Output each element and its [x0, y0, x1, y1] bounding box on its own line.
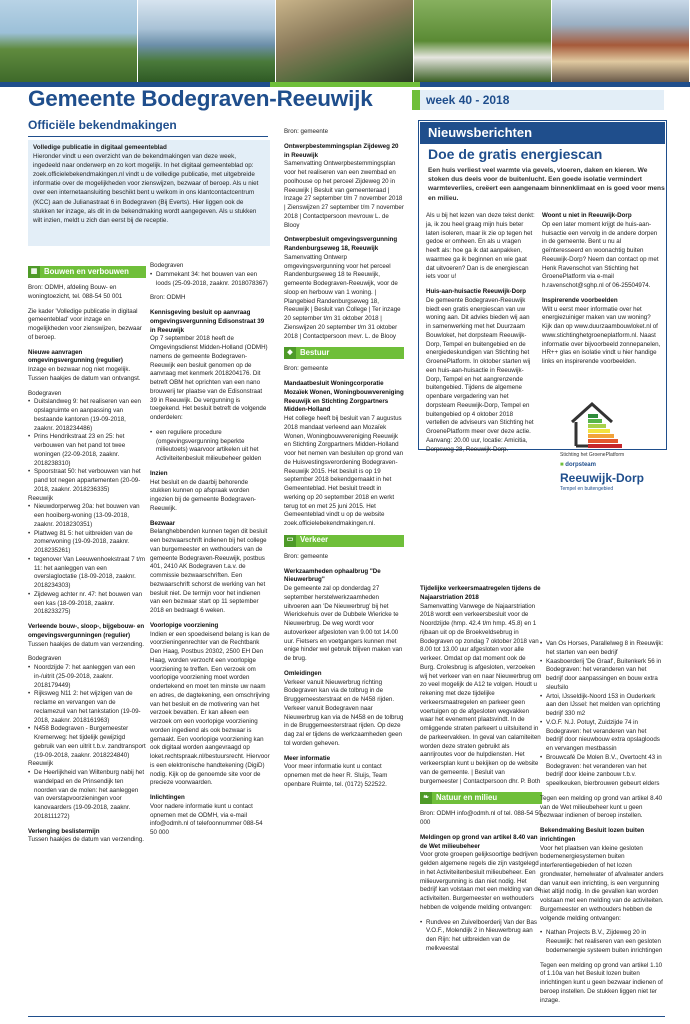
col2-h4: Voorlopige voorziening — [150, 621, 219, 629]
col2-place: Bodegraven — [150, 262, 184, 269]
news-col-b-h2: Inspirerende voorbeelden — [542, 296, 618, 304]
col1-h2: Verleende bouw-, sloop-, bijgebouw- en omgevingsvergunningen (regulier) — [28, 623, 145, 639]
col1-place1: Bodegraven — [28, 389, 62, 397]
col3-p6: Voor meer informatie kunt u contact opnemen met de heer R. Sluijs, Team openbare Ruimte, tel. (0172) 522522. — [284, 763, 388, 788]
logo-reeuwijk-text: Reeuwijk-Dorp — [560, 471, 645, 485]
col2-p3: Belanghebbenden kunnen tegen dit besluit een bezwaarschrift indienen bij het college van burgemeester en wethouders van de gemeente Bodegraven-Reeuwijk, postbus 401, 2410 AK Bodegraven t.a.v. de commissie bezwaarschriften. Een bezwaarschrift schorst de werking van het besluit niet. De termijn voor het indienen van een bezwaar start op 11 september 2018 en bedraagt 6 weken. — [150, 528, 268, 614]
list-item: • Artoi, IJsseldijk-Noord 153 in Ouderkerk aan den IJssel: het melden van oprichting bedrijf 330 m2 — [540, 693, 665, 719]
logo-dorpsteam-text — [560, 462, 660, 468]
section-bestuur-label: Bestuur — [300, 347, 330, 357]
col2-p2: Het besluit en de daarbij behorende stukken kunnen op afspraak worden ingezien bij de gemeente Bodegraven-Reeuwijk. — [150, 478, 256, 512]
news-col-a-p1: Als u bij het lezen van deze tekst denkt: ja, ik zou heel graag mijn huis beter laten isoleren, maar ik zie op tegen het gedoe er omheen. En als u vragen heeft als: hoe ga ik dat aanpakken, waarmee ga ik beginnen en wie gaat dat uitvoeren? Dan is de energiescan iets voor u! — [426, 212, 535, 281]
list-item: • Plattweg 81 5: het uitbreiden van de zomerwoning (19-09-2018, zaaknr. 2018235261) — [28, 530, 146, 556]
col3-h5: Omleidingen — [284, 669, 322, 677]
col3-h4: Werkzaamheden ophaalbrug "De Nieuwerbrug" — [284, 567, 381, 584]
groeneplatform-logo — [560, 400, 660, 510]
section-bouwen — [28, 266, 146, 278]
intro-box — [28, 140, 270, 246]
news-headline: Doe de gratis energiescan — [428, 146, 603, 162]
col7-h1: Bekendmaking Besluit lozen buiten inrichtingen — [540, 827, 645, 843]
intro-heading: Volledige publicatie in digitaal gemeenteblad — [33, 144, 167, 151]
col7-list1 — [540, 640, 665, 789]
col2-p1: Op 7 september 2018 heeft de Omgevingsdienst Midden-Holland (ODMH) namens de gemeente Bodegraven-Reeuwijk een besluit genomen op de aanvraag met kenmerk 2018204176. Dit betreft OBM het oprichten van een nano brouwerij ter plaatse van de Edisonstraat 39 in Reeuwijk. De vergunning is toegekend. Het besluit betreft de volgende onderdelen: — [150, 335, 268, 421]
list-item: • Spoorstraat 50: het verbouwen van het pand tot negen appartementen (20-09-2018, zaaknr. 2018236335) — [28, 468, 146, 494]
energy-label-bars — [588, 414, 620, 449]
list-item: • een reguliere procedure (omgevingsvergunning beperkte milieutoets) waarvoor artikelen uit het Activiteitenbesluit milieubeheer gelden — [150, 429, 270, 464]
column-2 — [150, 262, 270, 1012]
week-badge: week 40 - 2018 — [412, 90, 664, 110]
photo-blossom-cows — [414, 0, 552, 82]
col2-h5: Inlichtingen — [150, 794, 185, 801]
logo-tempel-text: Tempel en buitengebied — [560, 486, 614, 492]
leaf-icon: ❧ — [420, 792, 432, 804]
header-bar-blue-right — [420, 82, 690, 87]
list-item: • Rundvee en Zuivelboerderij Van der Bas V.O.F., Molendijk 2 in Nieuwerbrug aan den Rijn: het uitbreiden van de melkveestal — [420, 919, 542, 954]
list-item: • Rijksweg N11 2: het wijzigen van de reclame en vervangen van de reclamezuil van het tankstation (19-09-2018, zaaknr. 2018161963) — [28, 690, 146, 725]
section-natuur-label: Natuur en milieu — [436, 792, 498, 802]
list-item: • Duitslandweg 9: het realiseren van een opslagruimte en aanpassing van bestaande kantoren (19-09-2018, zaaknr. 2018234486) — [28, 398, 146, 433]
col1-bron: Bron: ODMH, afdeling Bouw- en woningtoezicht, tel. 088-54 50 001 — [28, 284, 123, 300]
col1-place2: Reeuwijk — [28, 494, 54, 502]
news-col-a-p2: De gemeente Bodegraven-Reeuwijk biedt een gratis energiescan van uw woning aan. Dit advies bieden wij aan in samenwerking met het Duurzaam Bouwloket, het dorpsteam Reeuwijk-Dorp, Tempel en buitengebied en de energiedeskundigen van Stichting het GroenePlatform. In oktober starten wij een huis-aan-huisactie in Reeuwijk-Dorp, Tempel en het aangrenzende buitengebied. Tijdens de algemene openbare vergadering van het dorpsteam Reeuwijk-Dorp, Tempel en buitengebied op 4 oktober 2018 vertellen de adviseurs van Stichting het GroenePlatform meer over deze actie. Aanvang: 20.00 uur, locatie: Amicitia, Dorpsweg 28, Reeuwijk-Dorp. — [426, 296, 534, 453]
news-lead: Een huis verliest veel warmte via gevels, vloeren, daken en kieren. We stoken dus deels voor de buitenlucht. Een goede isolatie vermindert warmteverlies, creëert een aangenaam binnenklimaat en is goed voor mens en milieu. — [428, 167, 665, 202]
column-7 — [540, 640, 665, 1012]
page-subtitle: Officiële bekendmakingen — [28, 118, 177, 132]
section-verkeer — [284, 535, 404, 547]
list-item: • Kaasboerderij 'De Graaf', Buitenkerk 56 in Bodegraven: het veranderen van het bedrijf door aanpassingen en bouw extra sleufsilo — [540, 658, 665, 693]
list-item: • Van Os Horses, Parallelweg 8 in Reeuwijk: het starten van een bedrijf — [540, 640, 665, 658]
subtitle-rule — [28, 136, 268, 137]
col6-p1: Samenvatting Vanwege de Najaarstriation 2018 wordt een verkeersbesluit voor de Noordzijde (hmp. 42.4 t/m hmp. 45.8) en 1 rijbaan uit op de Broekveldsebrug in Bodegraven op zondag 7 oktober 2018 van 8.00 tot 13.00 uur afgesloten voor alle verkeer. Omdat op dat moment ook de Burg. Crolesbrug is afgesloten, verzoeken wij het verkeer van en naar Nieuwerbrug om zo veel mogelijk de A12 te volgen. Houdt u rekening met deze tijdelijke verkeersmaatregelen en parkeer geen voertuigen op de afgesloten wegvakken waar het evenement plaatsvindt. In de omliggende straten parkeert u uitsluitend in de parkeervakken. In geval van calamiteiten worden deze straten gebruikt als aanrijroutes voor de hulpdiensten. Het verkeersplan kunt u bekijken op de website van de gemeente. | Besluit van burgemeester | Contactpersoon dhr. P. Both — [420, 602, 542, 785]
list-item: • tegenover Van Leeuwenhoekstraat 7 t/m 11: het aanleggen van een overslagloctatie (18-09-2018, zaaknr. 2018234303) — [28, 556, 146, 591]
list-item: • Dammekant 34: het bouwen van een loods (25-09-2018, zaaknr. 2018078367) — [150, 271, 270, 289]
list-item: • Brouwcafé De Molen B.V., Overtocht 43 in Bodegraven: het veranderen van het bedrijf door kleine zanbouw t.b.v. speelkeuken, bierbrouwen gebeurt elders — [540, 754, 665, 789]
footer-rule — [28, 1016, 665, 1017]
col1-p2: Inzage en bezwaar nog niet mogelijk. Tussen haakjes de datum van ontvangst. — [28, 366, 141, 382]
col6-bron: Bron: ODMH info@odmh.nl of tel. 088-54 50 000 — [420, 810, 542, 826]
col1-list2 — [28, 503, 146, 617]
col7-p2: Voor het plaatsen van kleine gesloten bodemenergiesystemen buiten interferentiegebieden of het lozen grondwater, hemelwater of afvalwater anders dan vanuit een inrichting, is een vergunning niet altijd nodig. In die gevallen kan worden volstaan met een melding van de activiteiten. Burgemeester en wethouders hebben de volgende melding ontvangen: — [540, 844, 664, 922]
col2-p4: Indien er een spoedeisend belang is kan de voorzieningenrechter van de Rechtbank Den Haag, Postbus 20302, 2500 EH Den Haag, worden verzocht een voorlopige voorziening te treffen. Een verzoek om voorlopige voorziening moet worden ondertekend en moet ten minste uw naam en adres, de dagtekening, een omschrijving van het besluit en de motivering van het verzoek bevatten. Er kan alleen een verzoek om een voorlopige voorziening worden ingediend als ook bezwaar is gemaakt. Een voorlopige voorziening kan ook digitaal worden aangevraagd op loket.rechtspraak.nl/bestuursrecht. Hiervoor is een elektronische handtekening (DigiD) nodig. Kijk op de genoemde site voor de precieze voorwaarden. — [150, 630, 270, 787]
photo-landscape-canal — [0, 0, 138, 82]
col3-bron2: Bron: gemeente — [284, 365, 329, 373]
col7-list2 — [540, 929, 665, 955]
list-item: • Nathan Projects B.V., Zijdeweg 20 in Reeuwijk: het realiseren van een gesloten bodemenergie systeem buiten inrichtingen — [540, 929, 665, 955]
col1-place3: Bodegraven — [28, 655, 62, 663]
col2-bron: Bron: ODMH — [150, 294, 186, 302]
col1-h1: Nieuwe aanvragen omgevingsvergunning (regulier) — [28, 348, 123, 365]
col3-h6: Meer informatie — [284, 754, 331, 762]
photo-people-group — [276, 0, 414, 82]
col2-h1: Kennisgeving besluit op aanvraag omgevingsvergunning Edisonstraat 39 in Reeuwijk — [150, 309, 265, 334]
col3-p5: Verkeer vanuit Nieuwerbrug richting Bodegraven kan via de tolbrug in de Bruggemeesterstraat en de N458 rijden. Verkeer vanuit Bodegraven naar Nieuwerbrug kan via de N458 en de tolbrug in de Bruggemeesterstraat rijden. Op deze dag zal er tijdens de werkzaamheden geen tol worden geheven. — [284, 678, 404, 747]
col3-bron3: Bron: gemeente — [284, 552, 329, 560]
col3-h2: Ontwerpbesluit omgevingsvergunning Randenburgseweg 18, Reeuwijk — [284, 236, 398, 252]
column-1 — [28, 262, 146, 1012]
photo-lake-trees — [138, 0, 276, 82]
column-3 — [284, 128, 404, 1012]
col2-h2: Inzien — [150, 469, 168, 477]
col3-h3: Mandaatbesluit Woningcorporatie Mozaïek Wonen, Woningbouwvereniging Reeuwijk en Stichting Zorgpartners Midden-Holland — [284, 380, 404, 414]
list-item: • Noordzijde 7: het aanleggen van een in-/uitrit (25-09-2018, zaaknr. 2018179449) — [28, 664, 146, 690]
news-col-b-h: Woont u niet in Reeuwijk-Dorp — [542, 212, 632, 219]
news-col-a-h: Huis-aan-huisactie Reeuwijk-Dorp — [426, 288, 527, 295]
news-column-a — [426, 212, 536, 453]
col7-p3: Tegen een melding op grond van artikel 1.10 of 1.10a van het Besluit lozen buiten inrichtingen kunt u geen bezwaar indienen of beroep instellen. De stukken liggen niet ter inzage. — [540, 961, 663, 1004]
list-item: • N458 Bodegraven - Burgemeester Kremerweg: het tijdelijk gewijzigd gebruik van een uitrit t.b.v. zandtransport (19-09-2018, zaaknr. 2018224840) — [28, 725, 146, 760]
col3-p1: Samenvatting Ontwerpbestemmingsplan voor het realiseren van een zwembad en poolhouse op het perceel Zijdeweg 20 in Reeuwijk | Besluit van gemeenteraad | Inzage 27 september t/m 7 november 2018 | Zienswijzen 27 september t/m 7 november 2018 | Contactpersoon mevrouw L. de Blooy — [284, 160, 404, 229]
col6-list — [420, 919, 542, 954]
col1-place4: Reeuwijk — [28, 760, 54, 768]
col3-bron: Bron: gemeente — [284, 128, 329, 135]
col3-p4: De gemeente zal op donderdag 27 september herstelwerkzaamheden uitvoeren aan 'De Nieuwerbrug' bij het Wierickehuis over de Dubbele Wiericke te Nieuwerbrug. De weg wordt voor autoverkeer afgesloten van 9.00 tot 14.00 uur. Fietsers en voetgangers kunnen met enige hinder wel gebruik blijven maken van de brug. — [284, 585, 403, 662]
column-6 — [420, 585, 542, 1012]
list-item: • Nieuwdorperweg 20a: het bouwen van een hooiberg-woning (13-09-2018, zaaknr. 2018230351) — [28, 503, 146, 529]
header-photo-strip — [0, 0, 690, 82]
col2-list1 — [150, 271, 270, 289]
bestuur-icon: ◆ — [284, 347, 296, 359]
section-bouwen-label: Bouwen en verbouwen — [44, 266, 129, 276]
col1-p4: Tussen haakjes de datum van verzending. — [28, 836, 145, 844]
bullet-icon: ■ — [560, 462, 566, 468]
col6-p2: Voor grote groepen gelijksoortige bedrijven gelden algemene regels die zijn vastgelegd in het Activiteitenbesluit milieubeheer. Een milieuvergunning is dan niet nodig. Het bedrijf kan volstaan met een melding van de activiteiten. Burgemeester en wethouders hebben de volgende melding ontvangen: — [420, 851, 542, 911]
building-icon: ▦ — [28, 266, 40, 278]
list-item: • Zijdeweg achter nr. 47: het bouwen van een kas (18-09-2018, zaaknr. 2018233275) — [28, 591, 146, 617]
news-label: Nieuwsberichten — [420, 122, 665, 144]
logo-dorpsteam-label: dorpsteam — [565, 462, 596, 468]
col2-h3: Bezwaar — [150, 519, 176, 527]
logo-groeneplatform-text: Stichting het GroenePlatform — [560, 452, 625, 458]
col6-h1: Tijdelijke verkeersmaatregelen tijdens de Najaarstriation 2018 — [420, 585, 541, 601]
col3-p2: Samenvatting Ontwerp omgevingsvergunning voor het perceel Randenburgseweg 18 te Reeuwijk, gemeente Bodegraven-Reeuwijk, voor de sloop en herbouw van 1 woning. | Plangebied Randenburgseweg 18, Reeuwijk | Besluit van College | Ter inzage 20 september t/m 31 oktober 2018 | Zienswijzen 20 september t/m 31 oktober 2018 | Contactpersoon mevr. L. de Blooy — [284, 253, 401, 340]
col1-list1 — [28, 398, 146, 494]
news-column-b — [542, 212, 662, 398]
col1-p3: Tussen haakjes de datum van verzending. — [28, 640, 145, 648]
page-title: Gemeente Bodegraven-Reeuwijk — [28, 86, 373, 111]
list-item: • Prins Hendrikstraat 23 en 25: het verbouwen van het pand tot twee woningen (22-09-2018, zaaknr. 2018238310) — [28, 433, 146, 468]
col7-p1: Tegen een melding op grond van artikel 8.40 van de Wet milieubeheer kunt u geen bezwaar indienen of beroep instellen. — [540, 794, 663, 820]
intro-text: Hieronder vindt u een overzicht van de bekendmakingen van deze week, ingedeeld naar onderwerp en zo kort mogelijk. In het digitaal gemeenteblad op: zoek.officielebekendmakingen.nl vindt u de volledige publicatie, met uitgebreide informatie over de mogelijkheden voor zienswijzen, bezwaar of beroep. Als u niet over een internetaansluiting beschikt bent u welkom in ons klantcontactcentrum (KCC) aan de Julianastraat 6 in Bodegraven (Bij Everts). Hier liggen ook de stukken ter inzage, als dit in de bekendmaking wordt aangegeven. Als u stukken wilt inzien, meldt u zich dan eerst bij de receptie. — [33, 153, 259, 224]
col3-p3: Het college heeft bij besluit van 7 augustus 2018 mandaat verleend aan Mozaïek Wonen, Woningbouwvereniging Reeuwijk en Stichting Zorgpartners Midden-Holland voor het nemen van besluiten op grond van de Huisvestingsverordening Bodegraven-Reeuwijk 2015. Het besluit is op 19 september 2018 bekendgemaakt in het Gemeenteblad. Het besluit treedt in werking op 20 september 2018 en werkt terug tot en met 25 juni 2015. Het Gemeenteblad vindt u op de website zoek.officielebekendmakingen.nl. — [284, 415, 404, 527]
list-item: • De Heerlijkheid van Wiltenburg nabij het wandelpad en de Prinsendijk ten noorden van de molen: het aanleggen van overstapvoorzieningen voor kanovaarders (19-09-2018, zaaknr. 2018111272) — [28, 769, 146, 822]
section-natuur — [420, 792, 542, 804]
col2-list2 — [150, 429, 270, 464]
news-col-b-p1: Op een later moment krijgt de huis-aan-huisactie een vervolg in de andere dorpen in de gemeente. Bent u nu al geïnteresseerd en woonachtig buiten Reeuwijk-Dorp? Neem dan contact op met Henk Ravenschot van Stichting het GroenePlatform via e-mail h.ravenschot@sghp.nl of 06-25504974. — [542, 220, 659, 289]
col1-list3 — [28, 664, 146, 760]
col1-h3: Verlenging beslistermijn — [28, 827, 100, 835]
col3-h1: Ontwerpbestemmingsplan Zijdeweg 20 in Reeuwijk — [284, 142, 399, 159]
col6-h2: Meldingen op grond van artikel 8.40 van de Wet milieubeheer — [420, 833, 538, 850]
section-verkeer-label: Verkeer — [300, 535, 329, 545]
list-item: • V.O.F. N.J. Potuyt, Zuidzijde 74 in Bodegraven: het veranderen van het bedrijf door nieuwbouw extra opslagloods en vervangen mestbassin — [540, 719, 665, 754]
col2-p5: Voor nadere informatie kunt u contact opnemen met de ODMH, via e-mail info@odmh.nl of telefoonnummer 088-54 50 000 — [150, 802, 263, 836]
col1-p1: Zie kader 'Volledige publicatie in digitaal gemeenteblad' voor inzage en mogelijkheden voor zienswijzen, bezwaar of beroep. — [28, 307, 142, 341]
photo-horse-village — [552, 0, 690, 82]
section-bestuur — [284, 347, 404, 359]
car-icon: ▭ — [284, 535, 296, 547]
news-col-b-p2: Wilt u eerst meer informatie over het energiezuiniger maken van uw woning? Kijk dan op www.duurzaambouwloket.nl of www.stichtinghetgroeneplatform.nl. Naast informatie over bijvoorbeeld zonnepanelen, HR++ glas en isolatie vindt u hier handige links en inspirerende voorbeelden. — [542, 305, 661, 365]
col1-list4 — [28, 769, 146, 822]
